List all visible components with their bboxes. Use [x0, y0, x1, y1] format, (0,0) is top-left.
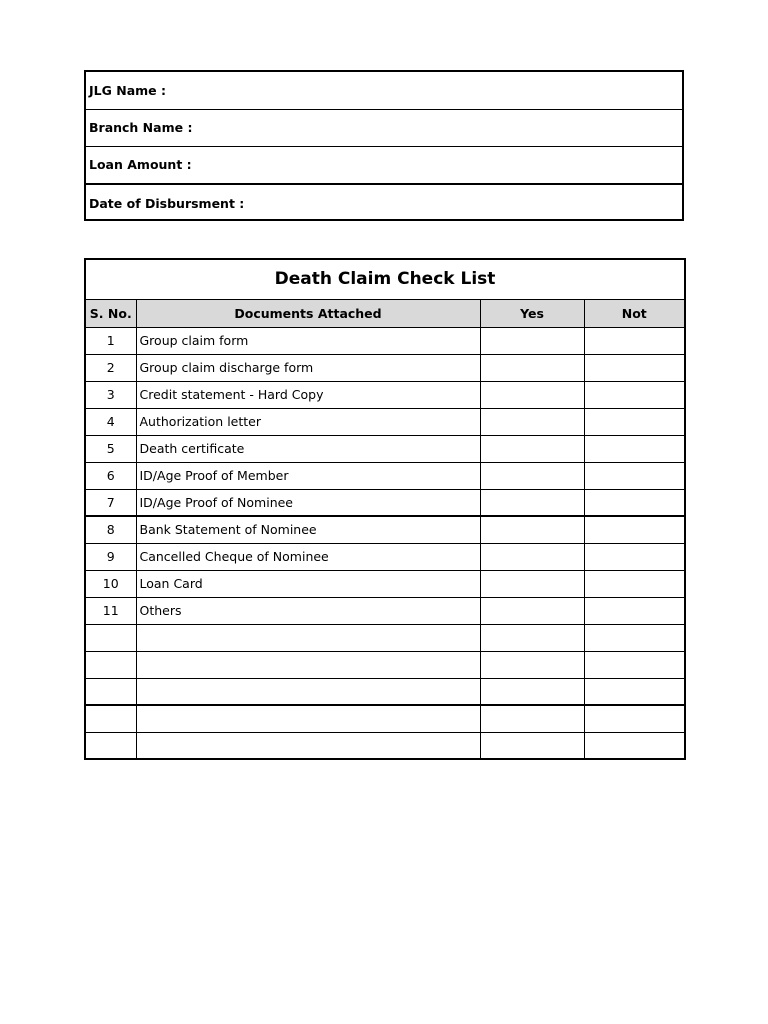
row-yes-cell[interactable]: [480, 462, 584, 489]
loan-amount-label: Loan Amount :: [89, 157, 192, 173]
row-yes-cell[interactable]: [480, 489, 584, 516]
table-row: [85, 435, 685, 462]
row-not-cell[interactable]: [584, 462, 685, 489]
row-not-cell[interactable]: [584, 408, 685, 435]
row-yes-cell[interactable]: [480, 354, 584, 381]
table-row: [85, 732, 685, 759]
row-sno: 5: [85, 435, 136, 462]
table-row: [85, 516, 685, 543]
row-document: Cancelled Cheque of Nominee: [136, 543, 480, 570]
row-sno: 11: [85, 597, 136, 624]
row-sno: 3: [85, 381, 136, 408]
table-row: [85, 597, 685, 624]
row-sno: [85, 705, 136, 732]
row-document: Group claim discharge form: [136, 354, 480, 381]
row-document: [136, 705, 480, 732]
header-yes: Yes: [480, 299, 584, 327]
row-not-cell[interactable]: [584, 624, 685, 651]
row-document: Others: [136, 597, 480, 624]
table-row: [85, 327, 685, 354]
row-not-cell[interactable]: [584, 381, 685, 408]
row-not-cell[interactable]: [584, 678, 685, 705]
row-sno: 8: [85, 516, 136, 543]
jlg-name-label: JLG Name :: [89, 82, 166, 98]
row-document: Group claim form: [136, 327, 480, 354]
row-yes-cell[interactable]: [480, 570, 584, 597]
header-row: [85, 299, 685, 327]
disbursement-date-label: Date of Disbursment :: [89, 195, 245, 211]
row-sno: 2: [85, 354, 136, 381]
row-document: Loan Card: [136, 570, 480, 597]
row-sno: 1: [85, 327, 136, 354]
row-not-cell[interactable]: [584, 570, 685, 597]
row-document: [136, 624, 480, 651]
row-sno: [85, 624, 136, 651]
table-row: [85, 651, 685, 678]
row-document: Bank Statement of Nominee: [136, 516, 480, 543]
row-not-cell[interactable]: [584, 354, 685, 381]
table-row: [85, 381, 685, 408]
row-document: [136, 732, 480, 759]
row-yes-cell[interactable]: [480, 651, 584, 678]
row-document: Authorization letter: [136, 408, 480, 435]
table-row: [85, 705, 685, 732]
header-documents: Documents Attached: [136, 299, 480, 327]
row-yes-cell[interactable]: [480, 408, 584, 435]
branch-name-row: [86, 110, 682, 148]
row-not-cell[interactable]: [584, 327, 685, 354]
row-not-cell[interactable]: [584, 516, 685, 543]
row-yes-cell[interactable]: [480, 732, 584, 759]
row-not-cell[interactable]: [584, 489, 685, 516]
row-yes-cell[interactable]: [480, 327, 584, 354]
row-sno: 6: [85, 462, 136, 489]
row-yes-cell[interactable]: [480, 381, 584, 408]
row-sno: [85, 651, 136, 678]
disbursement-date-row: [86, 185, 682, 223]
table-row: [85, 408, 685, 435]
table-row: [85, 624, 685, 651]
table-row: [85, 570, 685, 597]
header-sno: S. No.: [85, 299, 136, 327]
row-document: ID/Age Proof of Member: [136, 462, 480, 489]
row-document: [136, 678, 480, 705]
row-yes-cell[interactable]: [480, 705, 584, 732]
row-sno: 7: [85, 489, 136, 516]
death-claim-checklist-table: [84, 258, 686, 760]
row-document: ID/Age Proof of Nominee: [136, 489, 480, 516]
row-document: Death certificate: [136, 435, 480, 462]
table-row: [85, 354, 685, 381]
row-document: Credit statement - Hard Copy: [136, 381, 480, 408]
row-yes-cell[interactable]: [480, 624, 584, 651]
row-not-cell[interactable]: [584, 705, 685, 732]
row-sno: 10: [85, 570, 136, 597]
loan-amount-row: [86, 147, 682, 185]
row-not-cell[interactable]: [584, 732, 685, 759]
row-sno: [85, 678, 136, 705]
jlg-name-row: [86, 72, 682, 110]
row-document: [136, 651, 480, 678]
row-not-cell[interactable]: [584, 435, 685, 462]
table-row: [85, 489, 685, 516]
header-not: Not: [584, 299, 685, 327]
row-sno: 9: [85, 543, 136, 570]
row-not-cell[interactable]: [584, 651, 685, 678]
row-not-cell[interactable]: [584, 597, 685, 624]
branch-name-label: Branch Name :: [89, 120, 193, 136]
row-yes-cell[interactable]: [480, 678, 584, 705]
row-yes-cell[interactable]: [480, 543, 584, 570]
checklist-title: Death Claim Check List: [85, 259, 685, 299]
table-row: [85, 462, 685, 489]
row-sno: [85, 732, 136, 759]
row-sno: 4: [85, 408, 136, 435]
loan-info-box: [84, 70, 684, 221]
table-row: [85, 678, 685, 705]
row-not-cell[interactable]: [584, 543, 685, 570]
table-row: [85, 543, 685, 570]
row-yes-cell[interactable]: [480, 597, 584, 624]
row-yes-cell[interactable]: [480, 516, 584, 543]
row-yes-cell[interactable]: [480, 435, 584, 462]
